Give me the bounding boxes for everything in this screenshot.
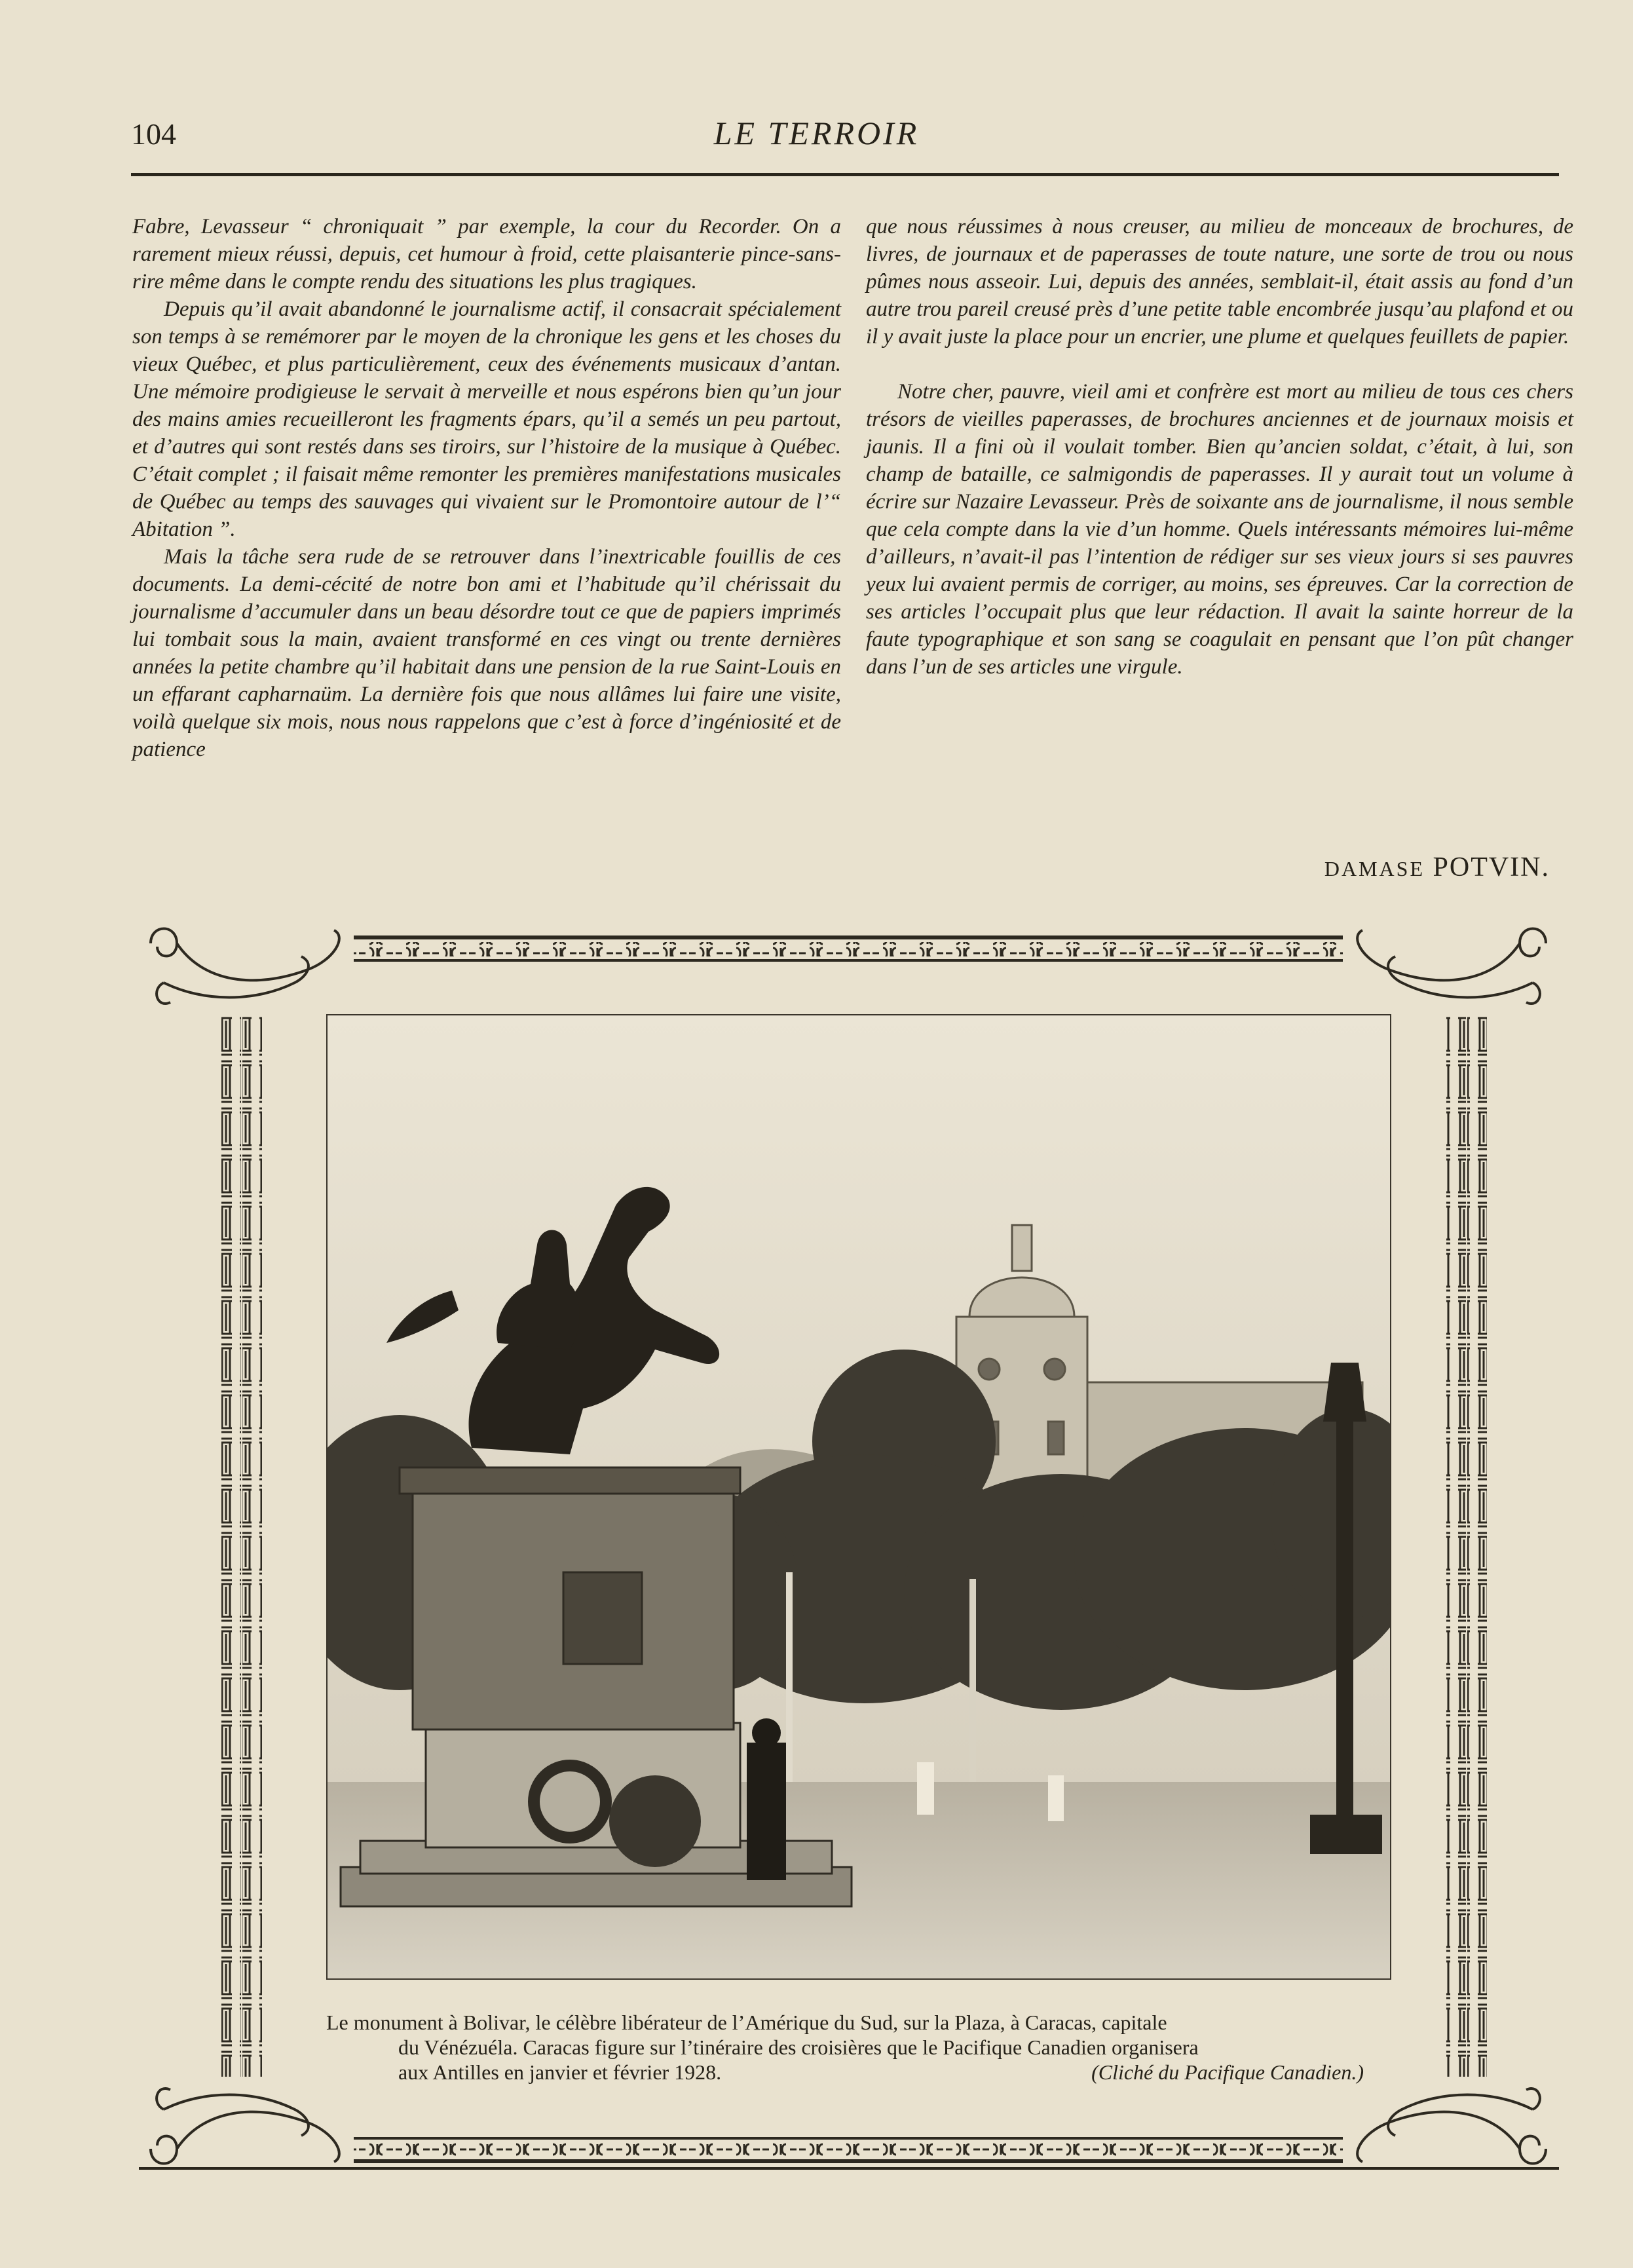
- caption-line: Le monument à Bolivar, le célèbre libérateur de l’Amérique du Sud, sur la Plaza, à Caracas, capitale: [326, 2011, 1167, 2034]
- photo-credit: (Cliché du Pacifique Canadien.): [1091, 2060, 1364, 2084]
- page-number: 104: [131, 117, 176, 151]
- paragraph: que nous réussimes à nous creuser, au milieu de monceaux de brochures, de livres, de journaux et de paperasses de toute nature, une sorte de trou ou nous pûmes nous asseoir. Lui, depuis des années, semblait-il, était assis au fond d’un autre trou pareil creusé près d’une petite table encombrée jusqu’au plafond et ou il y avait juste la place pour un encrier, une plume et quelques feuillets de papier.: [866, 215, 1573, 349]
- figure-caption: [326, 2010, 1400, 2085]
- running-title: LE TERROIR: [713, 115, 920, 151]
- article-left-column: [132, 213, 841, 763]
- bolivar-monument-photo: [326, 1014, 1391, 1980]
- paragraph: Depuis qu’il avait abandonné le journalisme actif, il consacrait spécialement son temps à se remémorer par le moyen de la chronique les gens et les choses du vieux Québec, et plus particulièrement, ceux des événements musicaux d’antan. Une mémoire prodigieuse le servait à merveille et nous espérons bien qu’un jour des mains amies recueilleront les fragments épars, qu’il a semés un peu partout, et d’autres qui sont restés dans ses tiroirs, sur l’histoire de la musique à Québec. C’était complet ; il faisait même remonter les premières manifestations musicales de Québec au temps des sauvages qui vivaient sur le Promontoire autour de l’“ Abitation ”.: [132, 297, 841, 541]
- caption-line: du Vénézuéla. Caracas figure sur l’tinéraire des croisières que le Pacifique Canadien organisera: [398, 2035, 1199, 2059]
- paragraph: Notre cher, pauvre, vieil ami et confrère est mort au milieu de tous ces chers trésors de vieilles paperasses, de brochures anciennes et de journaux moisis et jaunis. Il a fini où il voulait tomber. Bien qu’ancien soldat, c’était, à lui, son champ de bataille, ce salmigondis de paperasses. Il y aurait tout un volume à écrire sur Nazaire Levasseur. Près de soixante ans de journalisme, il nous semble que cela compte dans la vie d’un homme. Quels intéressants mémoires lui-même d’ailleurs, n’avait-il pas l’intention de rédiger sur ses vieux jours si ses pauvres yeux lui avaient permis de corriger, au moins, ses épreuves. Car la correction de ses articles l’occupait plus que leur rédaction. Il avait la sainte horreur de la faute typographique et son sang se coagulait en pensant que l’on pût changer dans l’un de ses articles une virgule.: [866, 380, 1573, 679]
- header-rule: [131, 173, 1559, 176]
- bottom-rule: [139, 2167, 1559, 2170]
- caption-line: [326, 2060, 1400, 2085]
- paragraph: Fabre, Levasseur “ chroniquait ” par exemple, la cour du Recorder. On a rarement mieux réussi, depuis, cet humour à froid, cette plaisanterie pince-sans-rire même dans le compte rendu des situations les plus tragiques.: [132, 215, 841, 293]
- caption-text: aux Antilles en janvier et février 1928.: [398, 2060, 722, 2084]
- paragraph: Mais la tâche sera rude de se retrouver dans l’inextricable fouillis de ces documents. La demi-cécité de notre bon ami et l’habitude qu’il chérissait du journalisme d’accumuler dans un beau désordre tout ce que de papiers imprimés lui tombait sous la main, avaient transformé en ces vingt ou trente dernières années la petite chambre qu’il habitait dans une pension de la rue Saint-Louis en un effarant capharnaüm. La dernière fois que nous allâmes lui faire une visite, voilà quelque six mois, nous nous rappelons que c’est à force d’ingéniosité et de patience: [132, 545, 841, 761]
- author-first-name: DAMASE: [1324, 857, 1425, 880]
- author-signature: [1324, 852, 1550, 883]
- article-right-column: [866, 213, 1573, 681]
- author-last-name: POTVIN.: [1433, 852, 1550, 882]
